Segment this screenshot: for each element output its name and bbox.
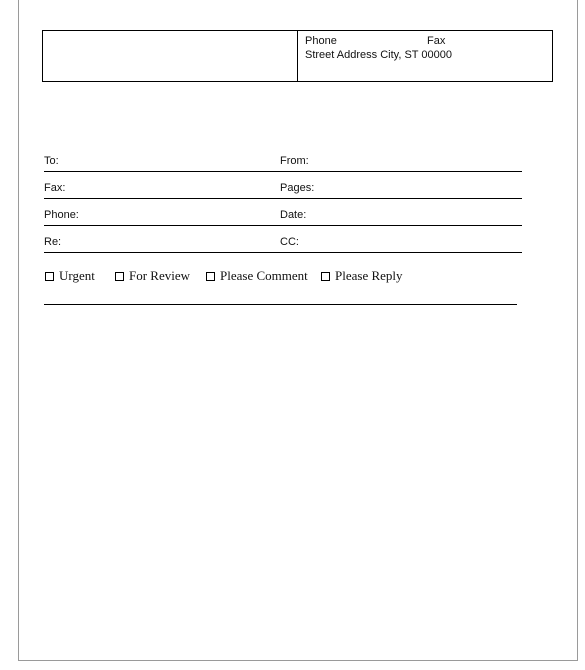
to-label: To: (44, 155, 59, 167)
phone-field-label: Phone: (44, 209, 79, 221)
re-label: Re: (44, 236, 62, 248)
phone-fax-row (305, 34, 545, 48)
field-row-phone-date (44, 209, 522, 226)
pages-label: Pages: (280, 182, 315, 194)
date-label: Date: (280, 209, 307, 221)
checkbox-label: Urgent (59, 268, 95, 283)
checkbox-label: Please Comment (220, 268, 308, 283)
address-line: Street Address City, ST 00000 (305, 49, 452, 61)
checkbox-please-comment[interactable] (206, 268, 321, 284)
field-row-to-from (44, 155, 522, 172)
fax-label: Fax: (44, 182, 66, 194)
checkbox-icon[interactable] (115, 272, 124, 281)
checkbox-label: Please Reply (335, 268, 403, 283)
checkbox-urgent[interactable] (45, 268, 115, 284)
separator-line (44, 304, 517, 305)
checkbox-please-reply[interactable] (321, 268, 403, 284)
checkbox-row (45, 268, 403, 284)
phone-label: Phone (305, 35, 337, 47)
logo-area (43, 31, 298, 81)
checkbox-icon[interactable] (321, 272, 330, 281)
checkbox-icon[interactable] (206, 272, 215, 281)
header-box (42, 30, 553, 82)
checkbox-icon[interactable] (45, 272, 54, 281)
contact-info (298, 31, 552, 81)
fax-label: Fax (427, 35, 446, 47)
field-row-fax-pages (44, 182, 522, 199)
checkbox-label: For Review (129, 268, 191, 283)
from-label: From: (280, 155, 309, 167)
fax-cover-page (18, 0, 578, 661)
field-row-re-cc (44, 236, 522, 253)
cc-label: CC: (280, 236, 299, 248)
checkbox-for-review[interactable] (115, 268, 206, 284)
